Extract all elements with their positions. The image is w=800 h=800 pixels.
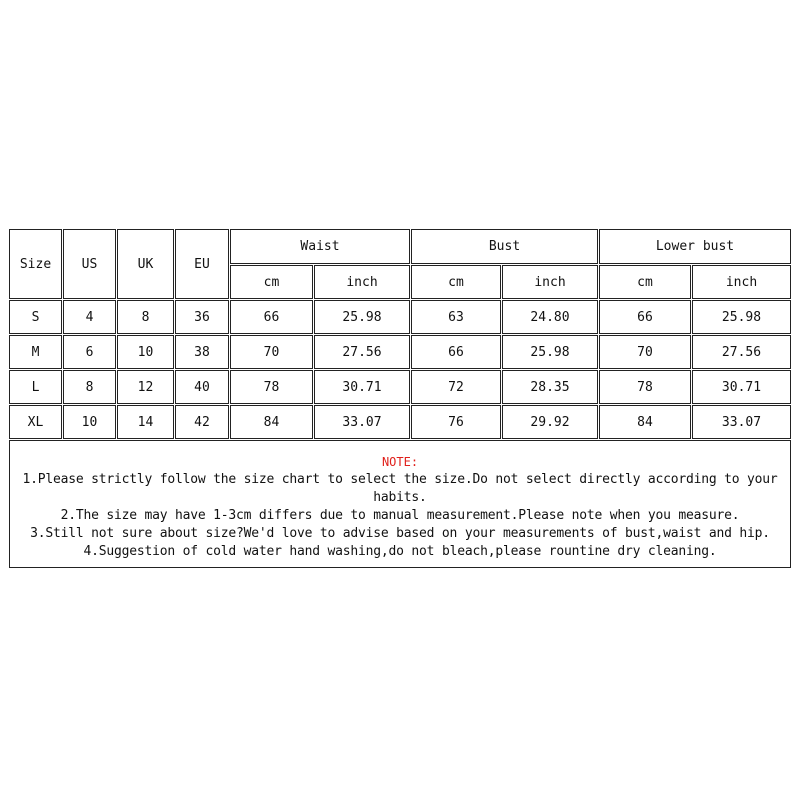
unit-inch: inch <box>502 265 598 299</box>
table-cell: 33.07 <box>692 405 791 439</box>
table-cell: 10 <box>63 405 116 439</box>
unit-cm: cm <box>230 265 313 299</box>
table-cell: 38 <box>175 335 229 369</box>
notes-box <box>9 440 791 568</box>
table-cell: 30.71 <box>692 370 791 404</box>
unit-inch: inch <box>692 265 791 299</box>
table-cell: M <box>9 335 62 369</box>
header-us: US <box>63 229 116 299</box>
table-cell: 30.71 <box>314 370 410 404</box>
note-title: NOTE: <box>381 455 419 469</box>
table-cell: 25.98 <box>692 300 791 334</box>
size-chart-table <box>9 229 791 439</box>
unit-cm: cm <box>411 265 501 299</box>
table-cell: 36 <box>175 300 229 334</box>
table-cell: 70 <box>599 335 691 369</box>
table-cell: 40 <box>175 370 229 404</box>
table-cell: 25.98 <box>502 335 598 369</box>
table-cell: 10 <box>117 335 174 369</box>
header-waist: Waist <box>230 229 410 264</box>
table-cell: 25.98 <box>314 300 410 334</box>
table-cell: 78 <box>230 370 313 404</box>
note-line-3: 3.Still not sure about size?We'd love to advise based on your measurements of bust,waist and hip. <box>30 526 770 541</box>
table-cell: 84 <box>599 405 691 439</box>
header-size: Size <box>9 229 62 299</box>
unit-inch: inch <box>314 265 410 299</box>
table-cell: L <box>9 370 62 404</box>
table-cell: 78 <box>599 370 691 404</box>
table-cell: 4 <box>63 300 116 334</box>
table-cell: XL <box>9 405 62 439</box>
table-cell: 42 <box>175 405 229 439</box>
table-cell: 29.92 <box>502 405 598 439</box>
table-cell: S <box>9 300 62 334</box>
table-cell: 24.80 <box>502 300 598 334</box>
table-cell: 66 <box>230 300 313 334</box>
table-cell: 14 <box>117 405 174 439</box>
unit-cm: cm <box>599 265 691 299</box>
header-eu: EU <box>175 229 229 299</box>
table-cell: 33.07 <box>314 405 410 439</box>
note-line-1: 1.Please strictly follow the size chart to select the size.Do not select directly according to your habits. <box>22 472 778 505</box>
table-cell: 66 <box>411 335 501 369</box>
table-cell: 66 <box>599 300 691 334</box>
table-cell: 63 <box>411 300 501 334</box>
note-line-2: 2.The size may have 1-3cm differs due to manual measurement.Please note when you measure. <box>60 508 740 523</box>
note-line-4: 4.Suggestion of cold water hand washing,do not bleach,please rountine dry cleaning. <box>83 544 717 559</box>
table-cell: 27.56 <box>692 335 791 369</box>
header-bust: Bust <box>411 229 598 264</box>
table-cell: 84 <box>230 405 313 439</box>
table-cell: 28.35 <box>502 370 598 404</box>
table-cell: 72 <box>411 370 501 404</box>
table-cell: 70 <box>230 335 313 369</box>
table-cell: 76 <box>411 405 501 439</box>
table-cell: 8 <box>117 300 174 334</box>
table-cell: 12 <box>117 370 174 404</box>
table-cell: 27.56 <box>314 335 410 369</box>
header-uk: UK <box>117 229 174 299</box>
table-cell: 8 <box>63 370 116 404</box>
header-lower-bust: Lower bust <box>599 229 791 264</box>
table-cell: 6 <box>63 335 116 369</box>
